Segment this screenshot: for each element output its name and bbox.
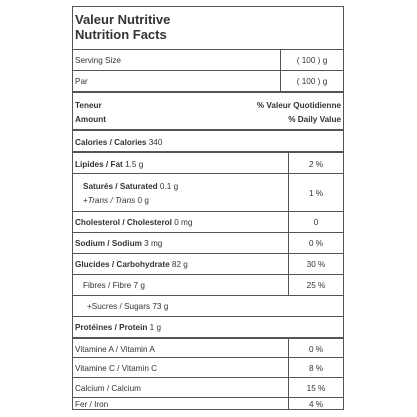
sodium-dv: 0 % [288,233,343,254]
sugars-value: 73 g [152,302,169,311]
header-left-en: Amount [75,114,106,124]
vitamin-c-dv: 8 % [288,358,343,378]
iron-dv: 4 % [288,398,343,410]
nutrition-facts-panel [72,6,344,410]
fat-dv: 2 % [288,153,343,175]
sat-trans-row [73,173,343,212]
carbs-cell [75,254,188,275]
header-right-en: % Daily Value [288,114,341,124]
iron-label: Fer / Iron [75,399,109,409]
protein-value: 1 g [149,323,162,332]
vitamin-a-dv: 0 % [288,339,343,359]
saturated-label: Saturés / Saturated [83,181,158,191]
calcium-label: Calcium / Calcium [75,383,141,393]
carbs-label: Glucides / Carbohydrate [75,260,170,269]
fibre-cell [75,275,145,296]
vitamin-c-row [73,357,343,378]
header-row [73,91,343,131]
header-left [75,93,106,131]
fibre-dv: 25 % [288,275,343,296]
fat-row [73,151,343,175]
trans-plus: + [83,195,88,205]
serving-size-label: Serving Size [75,56,121,65]
carbs-value: 82 g [171,260,188,269]
calories-value: 340 [148,137,163,147]
vitamin-a-label: Vitamine A / Vitamin A [75,344,155,354]
protein-cell [75,317,161,338]
sodium-label: Sodium / Sodium [75,239,142,248]
par-label: Par [75,77,88,86]
calories-label: Calories / Calories [75,137,147,147]
fibre-value: 7 g [133,281,145,290]
title-en: Nutrition Facts [75,27,167,42]
sugars-cell [75,296,168,317]
cholesterol-cell [75,212,192,233]
protein-label: Protéines / Protein [75,323,148,332]
carbs-row [73,253,343,275]
fibre-label: Fibres / Fibre [83,281,132,290]
sat-trans-dv: 1 % [288,174,343,212]
trans-label: Trans / Trans [87,195,136,205]
protein-row [73,316,343,338]
cholesterol-value: 0 mg [174,218,193,227]
calories-row [73,129,343,153]
fat-cell [75,153,143,175]
calcium-dv: 15 % [288,378,343,398]
sodium-value: 3 mg [144,239,163,248]
sat-trans-cell [75,174,178,212]
saturated-value: 0.1 g [159,181,179,191]
cholesterol-dv: 0 [288,212,343,233]
title-fr: Valeur Nutritive [75,12,171,27]
header-right [257,93,341,131]
fibre-row [73,274,343,296]
cholesterol-label: Cholesterol / Cholesterol [75,218,172,227]
header-right-fr: % Valeur Quotidienne [256,100,341,110]
sodium-cell [75,233,162,254]
par-row [73,70,343,92]
fat-value: 1.5 g [125,159,144,169]
cholesterol-row [73,211,343,233]
serving-size-value: ( 100 ) g [280,50,343,71]
serving-size-row [73,49,343,71]
header-left-fr: Teneur [75,100,102,110]
trans-value: 0 g [137,195,149,205]
calories-cell [75,131,162,153]
sugars-row [73,295,343,317]
carbs-dv: 30 % [288,254,343,275]
calcium-row [73,377,343,398]
sugars-label: +Sucres / Sugars [87,302,151,311]
vitamin-c-label: Vitamine C / Vitamin C [75,363,158,373]
sodium-row [73,232,343,254]
iron-row [73,397,343,410]
par-value: ( 100 ) g [280,71,343,92]
panel-title [75,12,170,42]
fat-label: Lipides / Fat [75,159,123,169]
vitamin-a-row [73,337,343,359]
